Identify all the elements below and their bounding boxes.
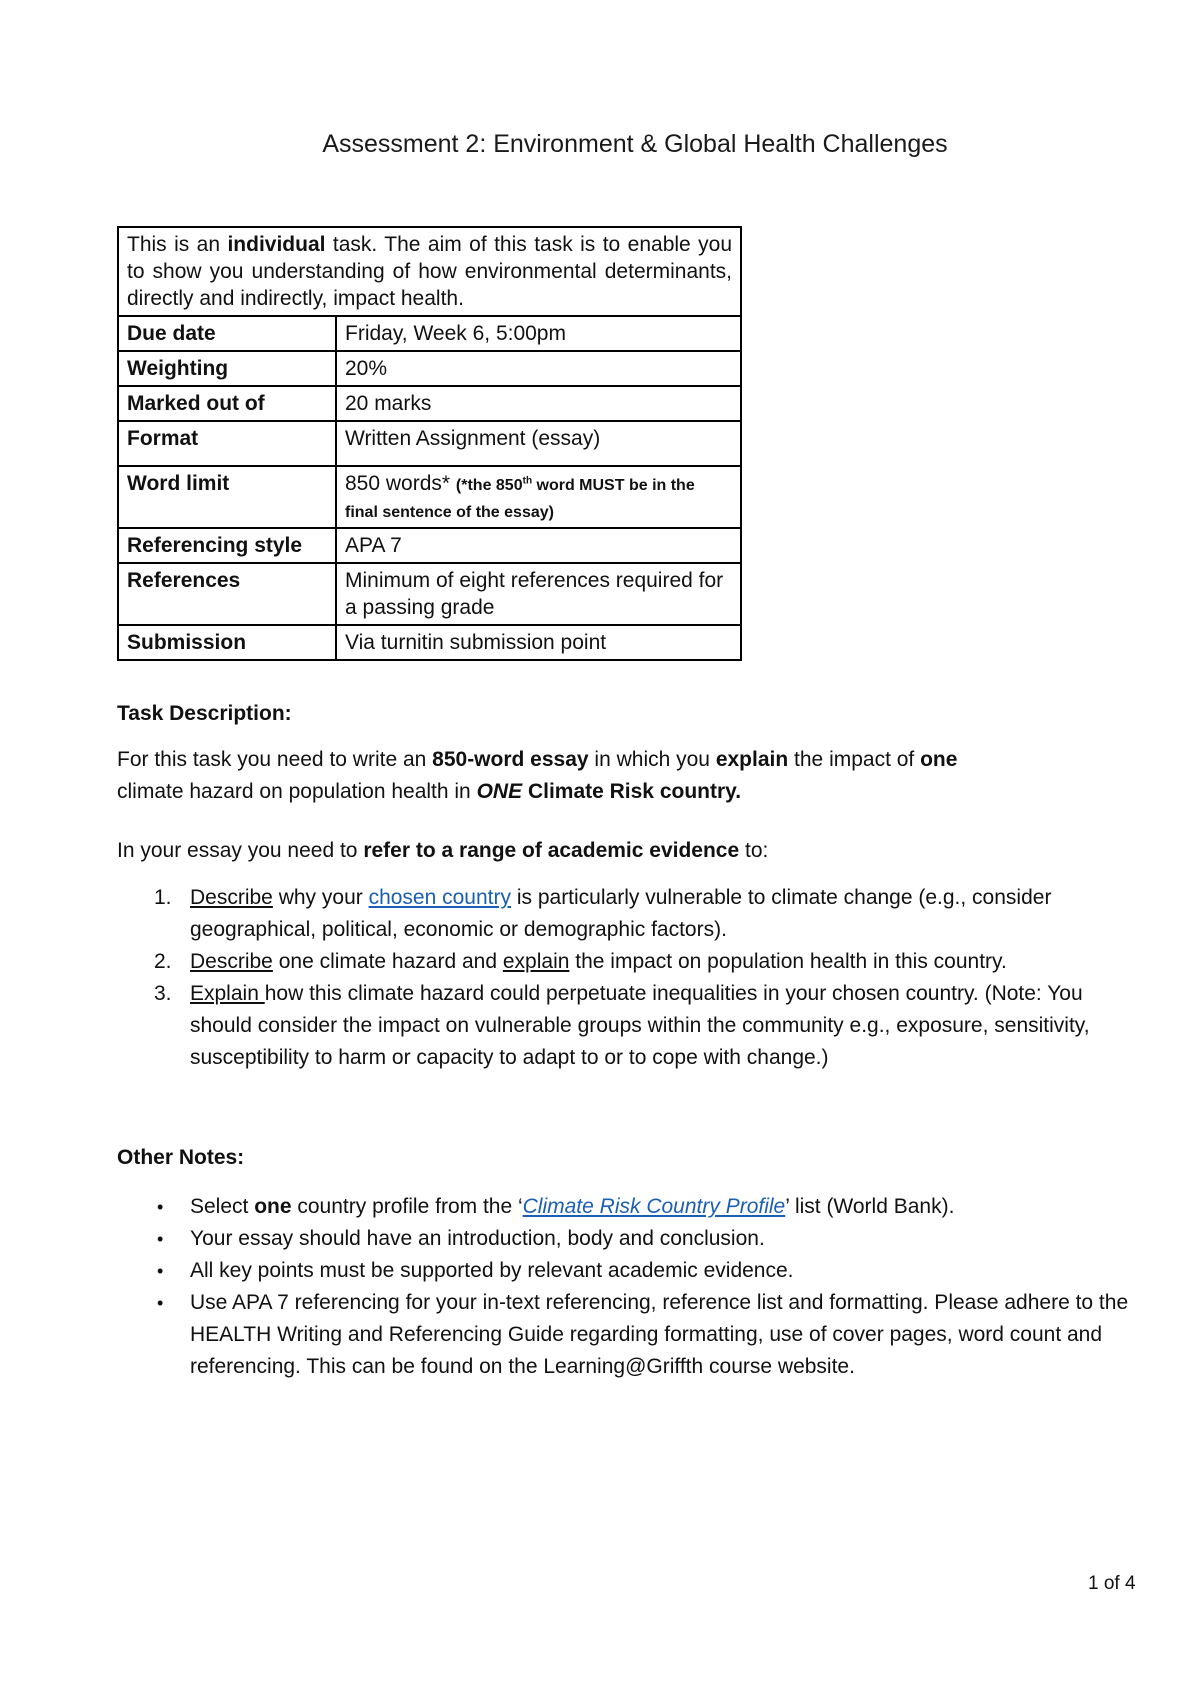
text-run: how this climate hazard could perpetuate inequalities in your chosen country. (Note: You should consider the impact on vulnerable groups within the community e.g., exposure, sensitivity, susceptibility to harm or capacity to adapt to or to cope with change.) [190,982,1090,1069]
text-run: Select [190,1195,255,1218]
text-run: country profile from the ‘ [291,1195,523,1218]
row-key: Submission [118,625,336,660]
chosen-country-link[interactable]: chosen country [368,886,511,909]
table-row [118,563,741,625]
row-value: APA 7 [336,528,741,563]
list-number: 1. [154,886,172,909]
table-row [118,386,741,421]
table-row [118,421,741,466]
notes-list [117,1191,1137,1383]
bold-run: Climate Risk country. [527,780,742,803]
note-part: word MUST be in the final sentence of the essay) [345,477,695,521]
bullet-icon: • [157,1261,164,1281]
row-key: Weighting [118,351,336,386]
other-notes-heading: Other Notes: [117,1146,245,1169]
intro-text: This is an [127,233,228,256]
bold-run: 850-word essay [432,748,589,771]
intro-bold-text: individual [227,233,326,256]
table-row [118,466,741,528]
task-paragraph-2 [117,835,1137,867]
document-title: Assessment 2: Environment & Global Health Challenges [322,130,948,158]
text-run: is particularly vulnerable to climate change (e.g., consider geographical, political, economic or demographic factors). [190,886,1052,941]
row-value: 20% [336,351,741,386]
row-key: Due date [118,316,336,351]
list-item [117,1287,1137,1383]
assessment-info-table [117,226,742,661]
row-value: Via turnitin submission point [336,625,741,660]
task-list [117,882,1137,1074]
text-run: the impact on population health in this country. [569,950,1007,973]
note-sup: th [522,475,533,487]
bullet-icon: • [157,1229,164,1249]
underlined-run: Describe [190,886,273,909]
text-run: For this task you need to write an [117,748,433,771]
task-description-heading: Task Description: [117,702,292,725]
bullet-icon: • [157,1293,164,1313]
text-run: In your essay you need to [117,839,364,862]
bold-italic-run: ONE [476,780,523,803]
bold-run: one [920,748,958,771]
table-row [118,351,741,386]
list-item [117,946,1137,978]
table-row [118,528,741,563]
row-value: 20 marks [336,386,741,421]
row-key: Format [118,421,336,466]
list-item [117,1191,1137,1223]
table-row [118,316,741,351]
list-number: 3. [154,982,172,1005]
text-run: one climate hazard and [272,950,503,973]
row-key: Marked out of [118,386,336,421]
task-paragraph-1 [117,744,1047,808]
row-key: Referencing style [118,528,336,563]
page-number: 1 of 4 [1088,1573,1136,1594]
row-key: Word limit [118,466,336,528]
bold-run: one [254,1195,292,1218]
row-value: Friday, Week 6, 5:00pm [336,316,741,351]
table-intro-cell [118,227,741,316]
text-run: Your essay should have an introduction, body and conclusion. [190,1227,765,1250]
list-number: 2. [154,950,172,973]
list-item [117,1255,1137,1287]
row-value: Minimum of eight references required for a passing grade [336,563,741,625]
row-value-word-limit [336,466,741,528]
bold-run: explain [715,748,789,771]
bullet-icon: • [157,1197,164,1217]
text-run: to: [739,839,769,862]
row-value: Written Assignment (essay) [336,421,741,466]
text-run: All key points must be supported by relevant academic evidence. [190,1259,794,1282]
text-run: Use APA 7 referencing for your in-text referencing, reference list and formatting. Please adhere to the HEALTH Writing and Referencing Guide regarding formatting, use of cover pages, word count and referencing. This can be found on the Learning@Griffth course website. [190,1291,1129,1378]
table-row [118,625,741,660]
text-run: ’ list (World Bank). [785,1195,955,1218]
underlined-run: explain [502,950,570,973]
row-key: References [118,563,336,625]
list-item [117,978,1137,1074]
underlined-run: Describe [190,950,273,973]
text-run: climate hazard on population health in [117,780,477,803]
intro-text-rest: task. The aim of this task is to enable you to show you understanding of how environmental determinants, directly and indirectly, impact health. [127,233,732,310]
text-run: the impact of [788,748,921,771]
climate-risk-country-profile-link[interactable]: Climate Risk Country Profile [522,1195,786,1218]
list-item [117,1223,1137,1255]
note-part: (*the 850 [455,477,523,494]
table-intro-row [118,227,741,316]
word-limit-value: 850 words* [345,472,451,495]
text-run: why your [272,886,369,909]
underlined-run: Explain [190,982,265,1005]
list-item [117,882,1137,946]
bold-run: refer to a range of academic evidence [363,839,740,862]
text-run: in which you [588,748,716,771]
